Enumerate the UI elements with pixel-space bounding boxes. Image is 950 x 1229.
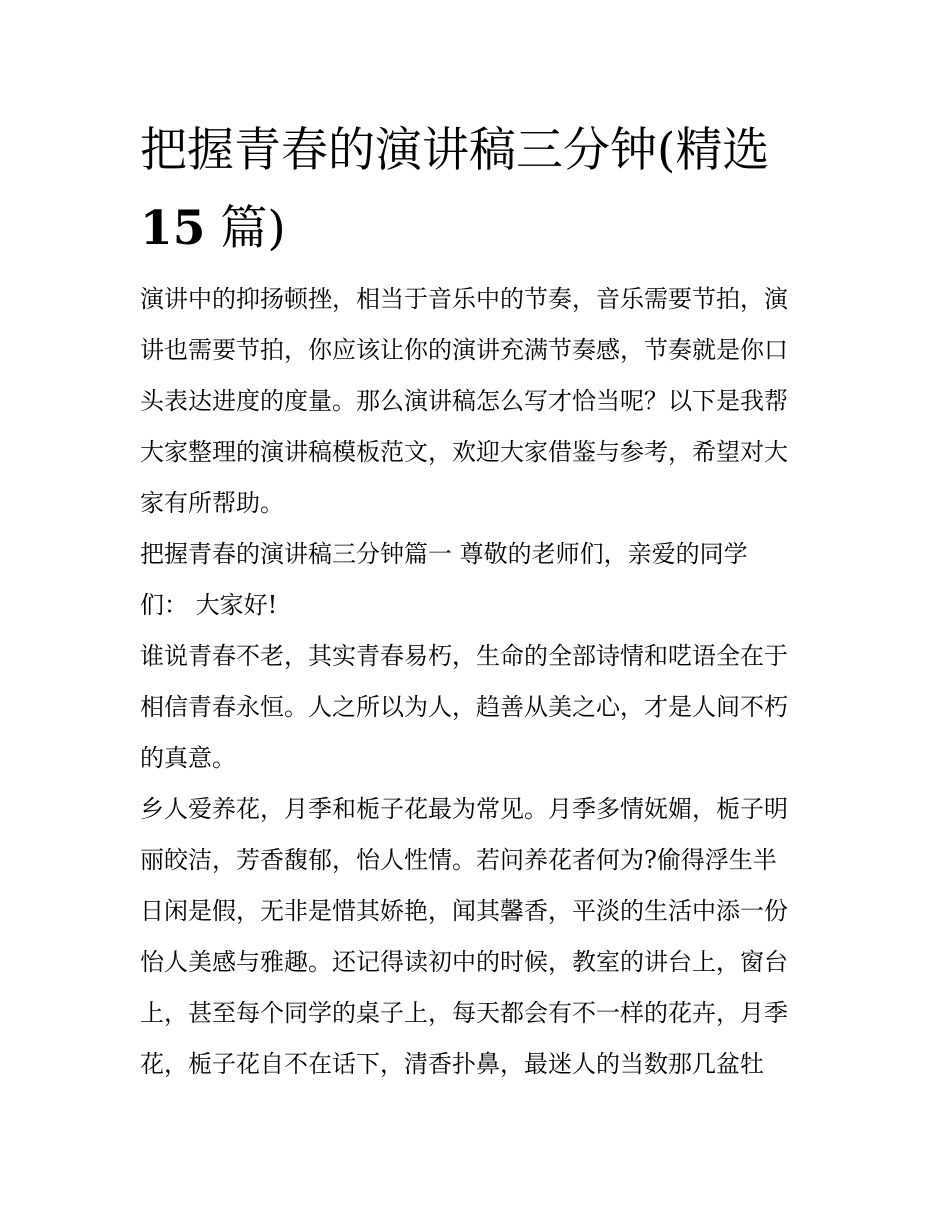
paragraph-greeting <box>140 529 820 631</box>
text-line: 花，栀子花自不在话下，清香扑鼻，最迷人的当数那几盆牡 <box>140 1050 764 1078</box>
text-line: 头表达进度的度量。那么演讲稿怎么写才恰当呢？以下是我帮 <box>140 387 788 415</box>
title-line-1: 把握青春的演讲稿三分钟(精选 <box>140 123 770 178</box>
document-title <box>140 112 820 268</box>
text-line: 们： 大家好! <box>140 591 278 619</box>
text-line: 日闲是假，无非是惜其娇艳，闻其馨香，平淡的生活中添一份 <box>140 897 788 925</box>
text-line: 相信青春永恒。人之所以为人，趋善从美之心，才是人间不朽 <box>140 693 788 721</box>
title-suffix: 篇) <box>205 201 286 256</box>
title-number: 15 <box>140 201 206 256</box>
text-line: 演讲中的抑扬顿挫，相当于音乐中的节奏，音乐需要节拍，演 <box>140 285 788 313</box>
text-line: 的真意。 <box>140 744 236 772</box>
text-line: 家有所帮助。 <box>140 489 284 517</box>
text-line: 讲也需要节拍，你应该让你的演讲充满节奏感，节奏就是你口 <box>140 336 788 364</box>
title-line-2 <box>140 190 820 268</box>
text-line: 怡人美感与雅趣。还记得读初中的时候，教室的讲台上，窗台 <box>140 948 788 976</box>
text-line: 谁说青春不老，其实青春易朽，生命的全部诗情和呓语全在于 <box>140 642 788 670</box>
text-line: 乡人爱养花，月季和栀子花最为常见。月季多情妩媚，栀子明 <box>140 795 788 823</box>
text-line: 大家整理的演讲稿模板范文，欢迎大家借鉴与参考，希望对大 <box>140 438 788 466</box>
text-line: 把握青春的演讲稿三分钟篇一 尊敬的老师们，亲爱的同学 <box>140 540 748 568</box>
document-body <box>140 274 820 1090</box>
paragraph-intro <box>140 274 820 529</box>
paragraph-flowers <box>140 784 820 1090</box>
text-line: 上，甚至每个同学的桌子上，每天都会有不一样的花卉，月季 <box>140 999 788 1027</box>
text-line: 丽皎洁，芳香馥郁，怡人性情。若问养花者何为?偷得浮生半 <box>140 846 777 874</box>
paragraph-youth <box>140 631 820 784</box>
